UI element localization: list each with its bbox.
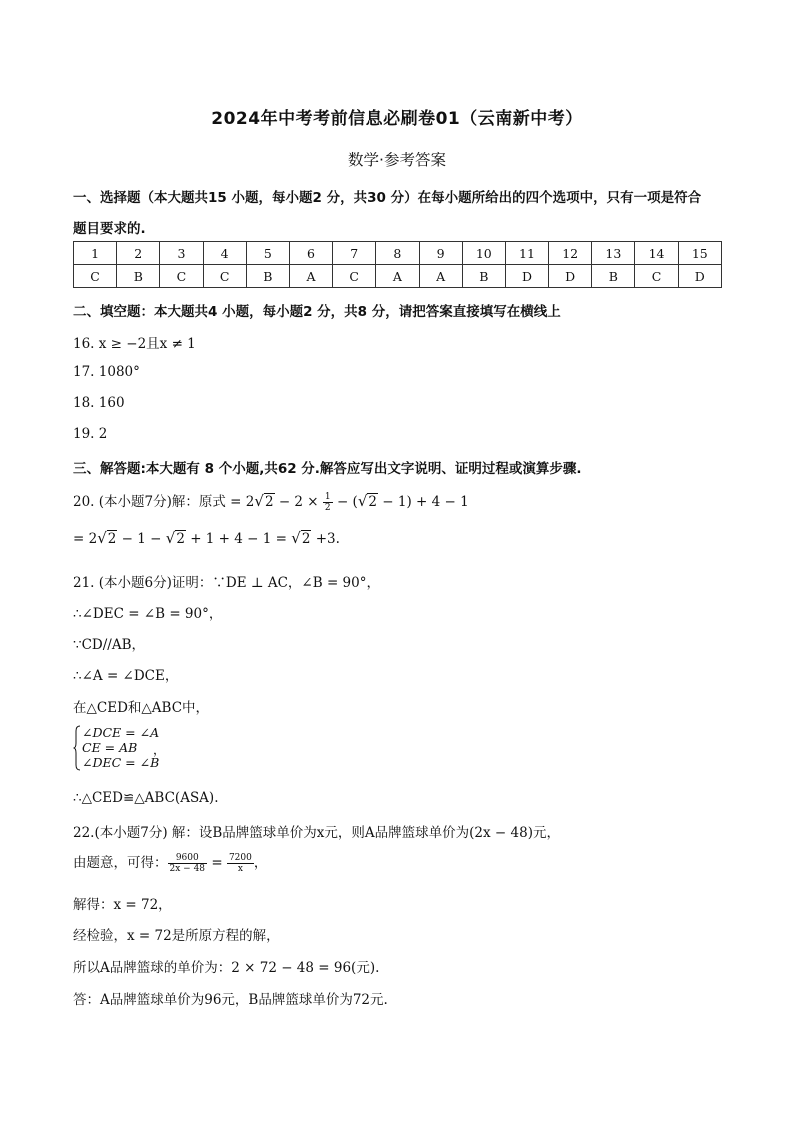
q22-line2 [73, 851, 267, 874]
q21-line4: ∴∠A = ∠DCE， [73, 668, 179, 684]
q20-text: 20. (本小题7分)解：原式 = 2 [73, 494, 255, 510]
q20-text: − 1 − [117, 531, 166, 547]
section2-heading: 二、填空题：本大题共4 小题，每小题2 分，共8 分，请把答案直接填写在横线上 [73, 304, 561, 320]
sqrt-expression [166, 529, 186, 547]
table-cell: A [419, 265, 462, 288]
answer-table-answer-row [74, 265, 722, 288]
q21-line5: 在△CED和△ABC中， [73, 700, 210, 716]
q20-text: − ( [332, 494, 358, 510]
table-cell: C [203, 265, 246, 288]
q22-text: = [207, 855, 227, 871]
q22-text: ， [253, 855, 268, 871]
answer-table [73, 241, 722, 288]
table-cell: 5 [246, 242, 289, 265]
table-cell: 3 [160, 242, 203, 265]
table-cell: C [160, 265, 203, 288]
sqrt-expression [291, 529, 311, 547]
radicand: 2 [368, 494, 377, 510]
q21-line6: ∴△CED≌△ABC(ASA). [73, 790, 219, 806]
table-cell: 11 [505, 242, 548, 265]
q21-line3: ∵CD//AB， [73, 637, 146, 653]
sqrt-symbol: √ [97, 529, 107, 547]
table-cell: 7 [333, 242, 376, 265]
q21-line1: 21. (本小题6分)证明：∵DE ⊥ AC，∠B = 90°， [73, 575, 380, 591]
q20-line2 [73, 529, 340, 547]
table-cell: 12 [549, 242, 592, 265]
section1-heading-line1: 一、选择题（本大题共15 小题，每小题2 分，共30 分）在每小题所给出的四个选项中，只有一项是符合 [73, 190, 702, 206]
q22-line3: 解得：x = 72， [73, 897, 172, 913]
sqrt-symbol: √ [357, 492, 368, 510]
sqrt-symbol: √ [165, 529, 176, 547]
table-cell: D [678, 265, 721, 288]
answer-18: 18. 160 [73, 395, 125, 411]
radicand: 2 [176, 531, 185, 547]
table-cell: 2 [117, 242, 160, 265]
q20-text: + 1 + 4 − 1 = [185, 531, 292, 547]
table-cell: 8 [376, 242, 419, 265]
table-cell: D [505, 265, 548, 288]
q22-line4: 经检验，x = 72是所原方程的解， [73, 928, 280, 944]
left-brace-icon [73, 725, 81, 771]
table-cell: 4 [203, 242, 246, 265]
fraction-denominator: 2 [324, 503, 331, 513]
system-tail: ， [153, 742, 166, 757]
sqrt-expression [254, 492, 274, 510]
section3-heading: 三、解答题:本大题有 8 个小题,共62 分.解答应写出文字说明、证明过程或演算步骤. [73, 461, 582, 477]
radicand: 2 [107, 531, 117, 547]
fraction-numerator: 7200 [228, 853, 252, 863]
fraction-denominator: x [237, 864, 243, 874]
fraction [227, 853, 254, 874]
table-cell: D [549, 265, 592, 288]
sqrt-symbol: √ [291, 529, 301, 547]
table-cell: 15 [678, 242, 721, 265]
table-cell: C [74, 265, 117, 288]
table-cell: C [333, 265, 376, 288]
q20-text: = 2 [73, 531, 98, 547]
table-cell: B [117, 265, 160, 288]
table-cell: 10 [462, 242, 505, 265]
table-cell: 13 [592, 242, 635, 265]
q22-line5: 所以A品牌篮球的单价为：2 × 72 − 48 = 96(元). [73, 960, 380, 976]
fraction-numerator: 9600 [168, 853, 208, 864]
table-cell: 1 [74, 242, 117, 265]
system-line-1: ∠DCE = ∠A [82, 725, 160, 740]
table-cell: A [376, 265, 419, 288]
table-cell: 14 [635, 242, 678, 265]
table-cell: C [635, 265, 678, 288]
table-cell: B [246, 265, 289, 288]
fraction-denominator: 2x − 48 [169, 864, 206, 874]
q20-line1 [73, 490, 469, 513]
answer-16: 16. x ≥ −2且x ≠ 1 [73, 336, 196, 352]
table-cell: B [462, 265, 505, 288]
q20-text: − 2 × [274, 494, 323, 510]
table-cell: B [592, 265, 635, 288]
sqrt-expression [358, 492, 378, 510]
answer-table-number-row [74, 242, 722, 265]
fraction [323, 492, 333, 513]
section1-heading-line2: 题目要求的. [73, 221, 146, 237]
fraction-numerator: 1 [324, 492, 331, 502]
answer-17: 17. 1080° [73, 364, 140, 380]
table-cell: 6 [289, 242, 332, 265]
table-cell: 9 [419, 242, 462, 265]
table-cell: A [289, 265, 332, 288]
equation-system [73, 725, 273, 773]
system-line-2: CE = AB [82, 740, 138, 755]
page-title: 2024年中考考前信息必刷卷01（云南新中考） [211, 109, 583, 129]
fraction [168, 853, 208, 874]
q20-text: +3. [311, 531, 340, 547]
q20-text: − 1) + 4 − 1 [377, 494, 469, 510]
radicand: 2 [264, 494, 274, 510]
answer-19: 19. 2 [73, 426, 108, 442]
sqrt-symbol: √ [254, 492, 264, 510]
q22-line6: 答：A品牌篮球单价为96元，B品牌篮球单价为72元. [73, 992, 388, 1008]
q22-text: 由题意，可得： [73, 855, 168, 871]
page-subtitle: 数学·参考答案 [348, 151, 446, 169]
system-line-3: ∠DEC = ∠B [82, 755, 160, 770]
radicand: 2 [301, 531, 311, 547]
q22-line1: 22.(本小题7分) 解：设B品牌篮球单价为x元，则A品牌篮球单价为(2x − 48)元， [73, 825, 560, 841]
sqrt-expression [97, 529, 117, 547]
q21-line2: ∴∠DEC = ∠B = 90°， [73, 606, 223, 622]
